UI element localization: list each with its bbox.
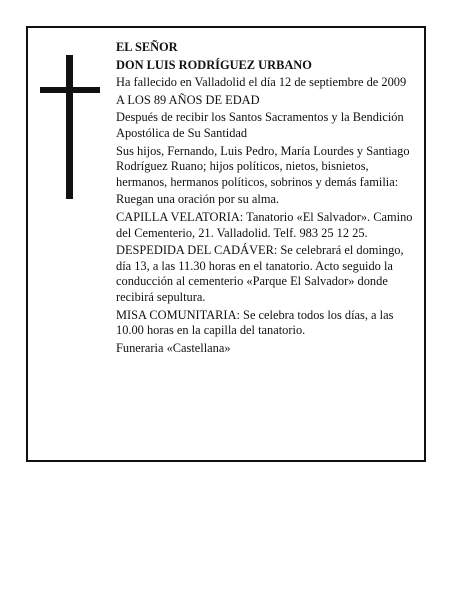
cross-horizontal-bar: [40, 87, 100, 93]
age-line: A LOS 89 AÑOS DE EDAD: [116, 92, 260, 107]
wake-chapel: CAPILLA VELATORIA: Tanatorio «El Salvador». Camino del Cementerio, 21. Valladolid. Telf. 983 25 12 25.: [116, 209, 413, 240]
title-line-1: EL SEÑOR: [116, 40, 178, 54]
cross-icon: [40, 55, 100, 199]
sacraments-line: Después de recibir los Santos Sacramentos y la Bendición Apostólica de Su Santidad: [116, 110, 404, 140]
family-line: Sus hijos, Fernando, Luis Pedro, María Lourdes y Santiago Rodríguez Ruano; hijos políticos, nietos, bisnietos, hermanos, hermanos políticos, sobrinos y demás familia:: [116, 143, 410, 189]
farewell-details: DESPEDIDA DEL CADÁVER: Se celebrará el domingo, día 13, a las 11.30 horas en el tanatorio. Acto seguido la conducción al cementerio «Parque El Salvador» donde recibirá sepultura.: [116, 243, 404, 304]
cross-vertical-bar: [66, 55, 73, 199]
obituary-text: [116, 40, 414, 358]
death-announcement: Ha fallecido en Valladolid el día 12 de septiembre de 2009: [116, 75, 407, 90]
prayer-request: Ruegan una oración por su alma.: [116, 192, 280, 207]
obituary-notice: [26, 26, 426, 462]
funeral-home: Funeraria «Castellana»: [116, 340, 231, 355]
deceased-name: DON LUIS RODRÍGUEZ URBANO: [116, 57, 312, 72]
community-mass: MISA COMUNITARIA: Se celebra todos los días, a las 10.00 horas en la capilla del tanatorio.: [116, 307, 394, 338]
